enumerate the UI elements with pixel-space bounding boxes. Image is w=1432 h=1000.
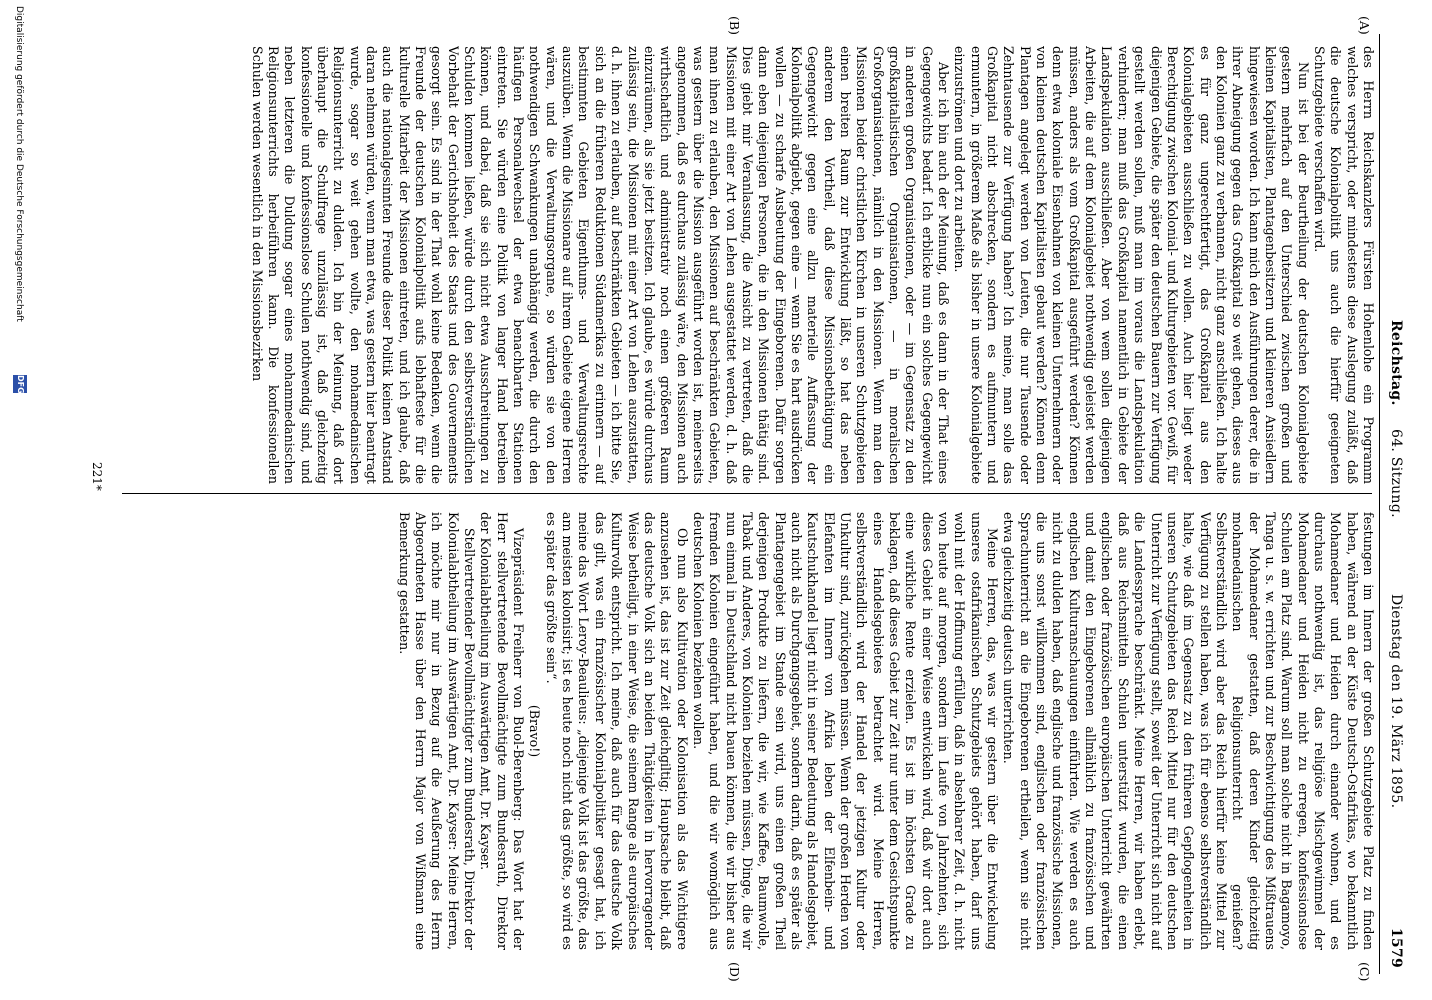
footer-page-number: 221* <box>90 462 104 491</box>
page-header <box>1379 34 1408 974</box>
margin-mark-c: (C) <box>1357 962 1372 982</box>
margin-mark-a: (A) <box>1357 16 1372 35</box>
paragraph: Nun ist bei der Beurtheilung der deutschen Kolonialgebiete gestern mehrfach auf den Unterschied zwischen großen und kleinen Kapitalisten, Plantagenbesitzern und kleineren Ansiedlern hingewiesen worden. Ich kann mich den Ausführungen derer, die in ihrer Abneigung gegen das Großkapital so weit gehen, dieses aus den Kolonien ganz zu verbannen, nicht ganz anschließen. Ich halte es für ganz ungerechtfertigt, das Großkapital aus den Kolonialgebieten ausschließen zu wollen. Auch hier liegt weder Berechtigung zwischen Kolonial- und Kulturgebieten vor. Gewiß, für diejenigen Gebiete, die später den deutschen Bauern zur Verfügung gestellt werden sollen, muß man im voraus die Landspekulation verhindern; man muß das Großkapital namentlich in Gebiete der Landspekulation ausschließen. Aber von wem sollen diejenigen Arbeiten, die auf dem Kolonialgebiet nothwendig geleistet werden müssen, anders als vom Großkapital ausgeführt werden? Können denn etwa koloniale Eisenbahnen von kleinen Unternehmern oder von kleinen deutschen Kapitalisten gebaut werden? Können denn Plantagen angelegt werden von Leuten, die nur Tausende oder Zehntausende zur Verfügung haben? Ich meine, man solle das Großkapital nicht abschrecken, sondern es aufmuntern und ermuntern, in größerem Maße als bisher in unsere Kolonialgebiete einzuströmen und dort zu arbeiten. <box>952 46 1311 484</box>
paragraph: des Herrn Reichskanzlers Fürsten Hohenlohe ein Programm welches verspricht, oder mindestens diese Auslegung zuläßt, daß die deutsche Kolonialpolitik uns auch die hierfür geeigneten Schutzgebiete verschaffen wird. <box>1311 46 1376 484</box>
digitization-note <box>6 0 32 1000</box>
header-date: Dienstag den 19. März 1895. <box>1388 594 1404 809</box>
right-column <box>106 512 1376 950</box>
header-title: Reichstag. <box>1388 320 1404 406</box>
header-session: 64. Sitzung. <box>1388 429 1404 518</box>
paragraph: Aber ich bin auch der Meinung, daß es dann in der That eines Gegengewichts bedarf. Ich erblicke nun ein solches Gegengewicht in anderen großen Organisationen, oder — im Gegensatz zu den großkapitalistischen Organisationen, — in moralischen Großorganisationen, nämlich in den Missionen. Wenn man den Missionen beider christlichen Kirchen in unseren Schutzgebieten einen breiten Raum zur Entwicklung läßt, so hat das neben anderem den Vortheil, daß diese Missionsbethätigung ein Gegengewicht gegen eine allzu materielle Auffassung der Kolonialpolitik abgiebt, gegen eine — wenn Sie es hart ausdrücken wollen — zu scharfe Ausbeutung der Eingeborenen. Dafür sorgen dann eben diejenigen Personen, die in den Missionen thätig sind. Dies giebt mir Veranlassung, die Ansicht zu vertreten, daß die Missionen mit einer Art von Lehen ausgestattet werden, d. h. daß man ihnen zu erlauben, den Missionen auf beschränkten Gebieten, was gestern über die Mission ausgeführt worden ist, meinerseits angenommen, daß es durchaus zulässig wäre, den Missionen auch wirthschaftlich und administrativ noch einen größeren Raum einzuräumen, als sie jetzt besitzen. Ich glaube, es würde durchaus zulässig sein, die Missionen mit einer Art von Lehen auszustatten, d. h. ihnen zu erlauben, auf beschränkten Gebieten — ich bitte Sie, sich an die früheren Reduktionen Südamerikas zu erinnern — auf bestimmten Gebieten Eigenthums- und Verwaltungsrechte auszuüben. Wenn die Missionare auf ihrem Gebiete eigene Herren wären, und die Verwaltungsorgane, so würden sie von den nothwendigen Schwankungen unabhängig werden, die durch den häufigen Personalwechsel der etwa benachbarten Stationen eintreten. Sie würden eine Politik von langer Hand betreiben können, und dabei, daß sie sich nicht etwa Ausschreitungen zu Schulden kommen ließen, würde durch den selbstverständlichen Vorbehalt der Gerichtshoheit des Staats und des Gouvernements gesorgt sein. Es sind in der That wohl keine Bedenken, wenn die Freunde der deutschen Kolonialpolitik aufs lebhafteste für die kulturelle Mitarbeit der Missionen eintreten, und ich glaube, daß auch die nationalgesinnten Freunde dieser Politik keinen Anstand daran nehmen würden, wenn man etwa, was gestern hier beantragt wurde, sogar so weit gehen wollte, den mohamedanischen Religionsunterricht zu dulden. Ich bin der Meinung, daß dort überhaupt die Schulfrage unzulässig ist, daß gleichzeitig konfessionelle und konfessionslose Schulen nothwendig sind, und neben letzteren die Duldung sogar eines mohammedanischen Religionsunterrichts herbeiführen kann. Die konfessionellen Schulen werden wesentlich in den Missionsbezirken <box>249 46 952 484</box>
dfg-logo <box>13 375 27 393</box>
applause-note: (Bravo!) <box>527 704 543 758</box>
margin-mark-d: (D) <box>727 962 742 982</box>
left-column <box>106 46 1376 484</box>
dfg-logo-text: DFG <box>16 375 25 394</box>
digitization-text: Digitalisierung gefördert durch die Deutsche Forschungsgemeinschaft <box>14 6 24 322</box>
paragraph: Ob nun also Kultivation oder Kolonisation als das Wichtigere anzusehen ist, das ist zur Zeit gleichgiltig; Hauptsache bleibt, daß das deutsche Volk sich an beiden Thätigkeiten in hervorragender Weise betheiligt, in einer Weise, die seinem Range als europäisches Kulturvolk entspricht. Ich meine, daß auch für das deutsche Volk das gilt, was ein französischer Kolonialpolitiker gesagt hat, ich meine das Wort Leroy-Beaulieus: „diejenige Volk ist das größte, das am meisten kolonisirt; ist es heute noch nicht das größte, so wird es es später das größte sein“. <box>543 512 690 950</box>
paragraph: Meine Herren, das, was wir gestern über die Entwickelung unseres ostafrikanischen Schutzgebiets gehört haben, darf uns wohl mit der Hoffnung erfüllen, daß in absehbarer Zeit, d. h. nicht von heute auf morgen, sondern im Laufe von Jahrzehnten, sich dieses Gebiet in einer Weise entwickeln wird, daß wir dort auch eine wirkliche Rente erzielen. Es ist im höchsten Grade zu beklagen, daß dieses Gebiet zur Zeit nur unter dem Gesichtspunkte eines Handelsgebietes betrachtet wird. Meine Herren, selbstverständlich wird der Handel der jetzigen Kultur oder Unkultur sind, zurückgehen müssen. Wenn der großen Herden von Elefanten im Innern von Afrika leben der Elfenbein- und Kautschukhandel liegt nicht in seiner Bedeutung als Handelsgebiet, auch nicht als Durchgangsgebiet, sondern darin, daß es später als Plantagengebiet im Stande sein wird, uns einen großen Theil derjenigen Produkte zu liefern, die wir, wie Kaffee, Baumwolle, Tabak und Anderes, von Kolonien beziehen müssen, Dinge, die wir nun einmal in Deutschland nicht bauen können, die wir bisher aus fremden Kolonien eingeführt haben, und die wir womöglich aus deutschen Kolonien beziehen wollen. <box>690 512 1001 950</box>
speaker-paragraph: Stellvertretender Bevollmächtigter zum Bundesrath, Direktor der Kolonialabtheilung im Auswärtigen Amt, Dr. Kayser: Meine Herren, ich möchte mir nur in Bezug auf die Aeußerung des Herrn Abgeordneten Hasse über den Herrn Major von Wißmann eine Bemerkung gestatten. <box>396 512 478 950</box>
margin-mark-b: (B) <box>727 16 742 35</box>
paragraph: festungen im Innern der großen Schutzgebiete Platz zu finden haben, während an der Küste Deutsch-Ostafrikas, wo bekanntlich Mohamedaner und Heiden durch einander wohnen, und es durchaus nothwendig ist, das religiöse Mischgewimmel der Mohamedaner und Heiden nicht zu erregen, konfessionslose Schulen am Platz sind. Warum soll man solche nicht in Bagamoyo, Tanga u. s. w. errichten und zur Beschwichtigung des Mißtrauens der Mohamedaner gestatten, daß deren Kinder gleichzeitig mohamedanischen Religionsunterricht genießen? Selbstverständlich wird aber das Reich hierfür keine Mittel zur Verfügung zu stellen haben, was ich für ebenso selbstverständlich halte, wie daß im Gegensatz zu den früheren Gepflogenheiten in unseren Schutzgebieten das Reich Mittel nur für den deutschen Unterricht zur Verfügung stellt, soweit der Unterricht sich nicht auf die Landessprache beschränkt. Meine Herren, wir haben erlebt, daß aus Reichsmitteln Schulen unterstützt wurden, die einen englischen oder französischen europäischen Unterricht gewährten und damit den Eingeborenen allmählich zu französischen und englischen Kulturanschauungen einführten. Wie werden es auch nicht zu dulden haben, daß englische und französische Missionen, die uns sonst willkommen sind, englischen oder französischen Sprachunterricht an die Eingeborenen ertheilen, wenn sie nicht etwa gleichzeitig deutsch unterrichten. <box>1001 512 1376 950</box>
header-page-number: 1579 <box>1388 927 1404 968</box>
speaker-paragraph: Vizepräsident Freiherr von Buol-Berenberg: Das Wort hat der Herr stellvertretende Bevollmächtigte zum Bundesrath, Direktor der Kolonialabtheilung im Auswärtigen Amt, Dr. Kayser. <box>478 512 527 950</box>
column-divider <box>122 493 1372 494</box>
